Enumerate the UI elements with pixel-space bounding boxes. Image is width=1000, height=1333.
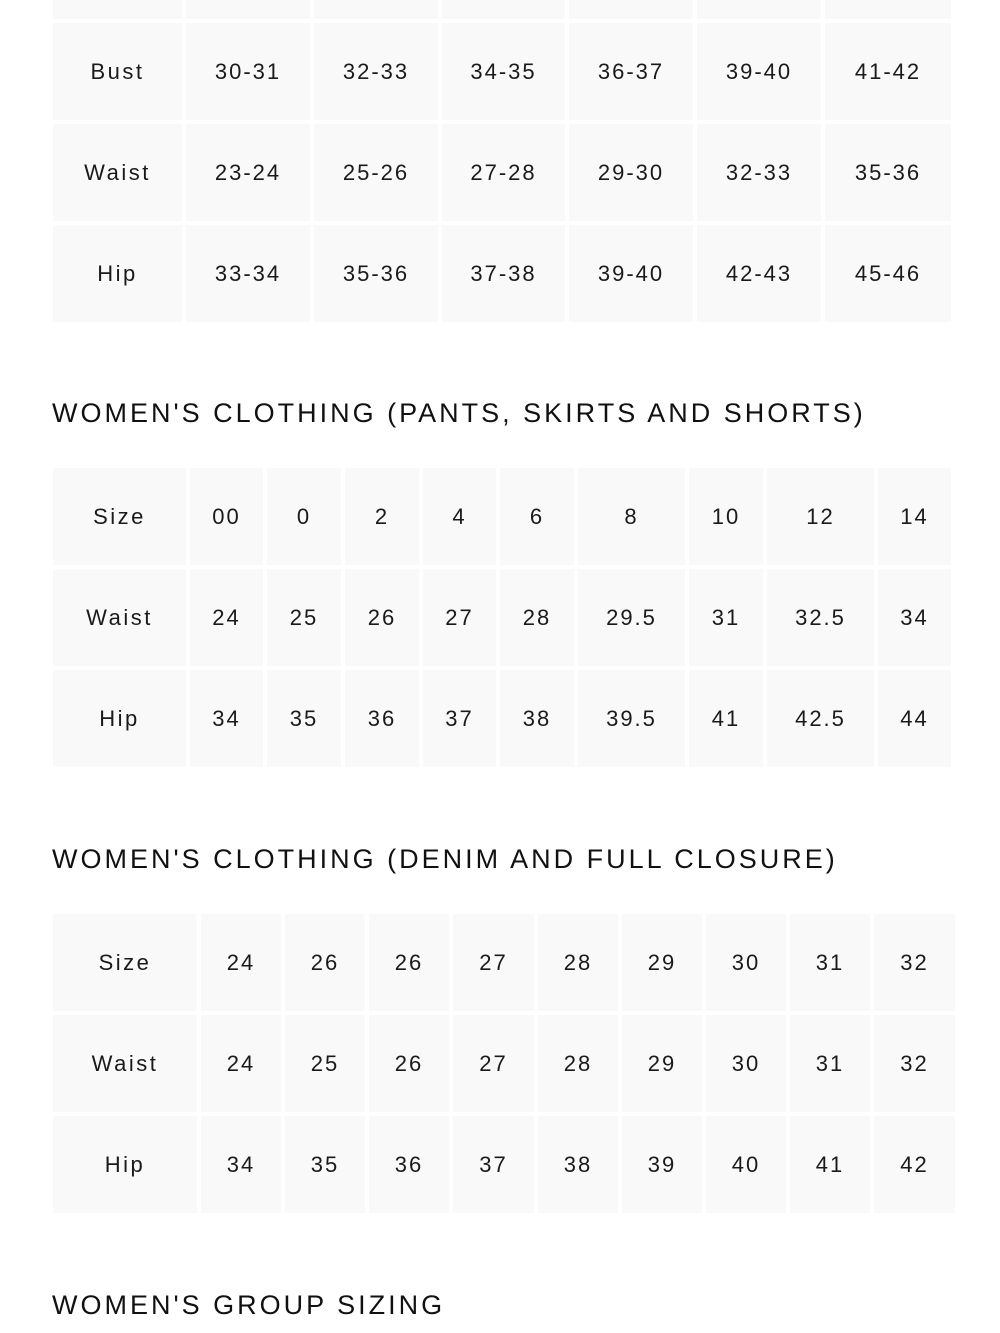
size-table-tops	[49, 0, 955, 326]
table-cell: 32-33	[697, 124, 821, 221]
table-row	[53, 0, 951, 19]
table-cell: 37-38	[442, 225, 565, 322]
table-cell: 0	[267, 468, 341, 565]
table-cell: 39-40	[697, 23, 821, 120]
table-cell: 35-36	[825, 124, 951, 221]
table-cell: 23-24	[186, 124, 310, 221]
table-cell: 25	[285, 1015, 365, 1112]
table-cell: 30	[706, 1015, 786, 1112]
table-row	[53, 670, 951, 767]
table-cell: 39	[622, 1116, 702, 1213]
row-label-hip: Hip	[53, 225, 182, 322]
table-cell: 31	[790, 914, 870, 1011]
row-label-waist: Waist	[53, 1015, 197, 1112]
table-cell: 35	[285, 1116, 365, 1213]
table-cell: 27	[453, 1015, 534, 1112]
table-cell	[697, 0, 821, 19]
table-cell: 26	[345, 569, 419, 666]
table-cell: 42-43	[697, 225, 821, 322]
table-cell: 34	[201, 1116, 281, 1213]
table-cell: 41	[689, 670, 763, 767]
table-row	[53, 1015, 955, 1112]
table-cell: 41	[790, 1116, 870, 1213]
table-cell: 33-34	[186, 225, 310, 322]
row-label-size: Size	[53, 468, 186, 565]
table-cell	[825, 0, 951, 19]
table-cell: 24	[190, 569, 263, 666]
table-cell: 29	[622, 914, 702, 1011]
table-cell: 36-37	[569, 23, 693, 120]
table-cell: 41-42	[825, 23, 951, 120]
table-cell: 29.5	[578, 569, 685, 666]
table-cell: 32	[874, 914, 955, 1011]
table-cell: 36	[345, 670, 419, 767]
table-cell: 12	[767, 468, 874, 565]
row-label-hip: Hip	[53, 1116, 197, 1213]
size-table-pants	[49, 464, 955, 771]
table-row	[53, 225, 951, 322]
table-row	[53, 23, 951, 120]
table-cell: 38	[538, 1116, 618, 1213]
table-cell: 45-46	[825, 225, 951, 322]
table-cell: 25-26	[314, 124, 438, 221]
table-cell: 26	[369, 914, 449, 1011]
table-cell: 39.5	[578, 670, 685, 767]
table-cell: 30	[706, 914, 786, 1011]
table-cell: 34	[878, 569, 951, 666]
table-cell: 36	[369, 1116, 449, 1213]
table-cell: 37	[453, 1116, 534, 1213]
table-cell: 10	[689, 468, 763, 565]
table-row	[53, 569, 951, 666]
section-title-denim: WOMEN'S CLOTHING (DENIM AND FULL CLOSURE)	[52, 844, 838, 874]
table-cell: 35-36	[314, 225, 438, 322]
table-cell: 32	[874, 1015, 955, 1112]
table-cell	[186, 0, 310, 19]
table-cell: 14	[878, 468, 951, 565]
table-cell: 28	[500, 569, 574, 666]
row-label-waist: Waist	[53, 124, 182, 221]
table-cell: 40	[706, 1116, 786, 1213]
table-cell: 44	[878, 670, 951, 767]
section-title-pants: WOMEN'S CLOTHING (PANTS, SKIRTS AND SHORTS)	[52, 398, 866, 428]
table-row	[53, 1116, 955, 1213]
table-cell: 37	[423, 670, 496, 767]
table-cell: 24	[201, 1015, 281, 1112]
table-cell: 29-30	[569, 124, 693, 221]
table-cell: 38	[500, 670, 574, 767]
table-cell: 32.5	[767, 569, 874, 666]
table-row	[53, 914, 955, 1011]
table-cell: 28	[538, 914, 618, 1011]
table-cell	[314, 0, 438, 19]
table-cell: 4	[423, 468, 496, 565]
row-label-waist: Waist	[53, 569, 186, 666]
table-row	[53, 468, 951, 565]
row-label-bust: Bust	[53, 23, 182, 120]
row-label-size: Size	[53, 914, 197, 1011]
table-cell: 34	[190, 670, 263, 767]
table-cell: 35	[267, 670, 341, 767]
table-cell: 26	[285, 914, 365, 1011]
table-cell: 29	[622, 1015, 702, 1112]
table-cell: 42.5	[767, 670, 874, 767]
table-cell: 39-40	[569, 225, 693, 322]
table-cell	[569, 0, 693, 19]
table-cell	[53, 0, 182, 19]
table-cell: 31	[790, 1015, 870, 1112]
table-row	[53, 124, 951, 221]
table-cell: 2	[345, 468, 419, 565]
size-table-denim	[49, 910, 959, 1217]
table-cell: 31	[689, 569, 763, 666]
table-cell: 27-28	[442, 124, 565, 221]
row-label-hip: Hip	[53, 670, 186, 767]
table-cell: 25	[267, 569, 341, 666]
table-cell: 26	[369, 1015, 449, 1112]
table-cell: 34-35	[442, 23, 565, 120]
table-cell: 28	[538, 1015, 618, 1112]
table-cell: 27	[423, 569, 496, 666]
table-cell: 27	[453, 914, 534, 1011]
table-cell: 42	[874, 1116, 955, 1213]
table-cell: 30-31	[186, 23, 310, 120]
table-cell	[442, 0, 565, 19]
table-cell: 24	[201, 914, 281, 1011]
table-cell: 8	[578, 468, 685, 565]
section-title-group-sizing: WOMEN'S GROUP SIZING	[52, 1290, 446, 1320]
table-cell: 6	[500, 468, 574, 565]
table-cell: 32-33	[314, 23, 438, 120]
table-cell: 00	[190, 468, 263, 565]
